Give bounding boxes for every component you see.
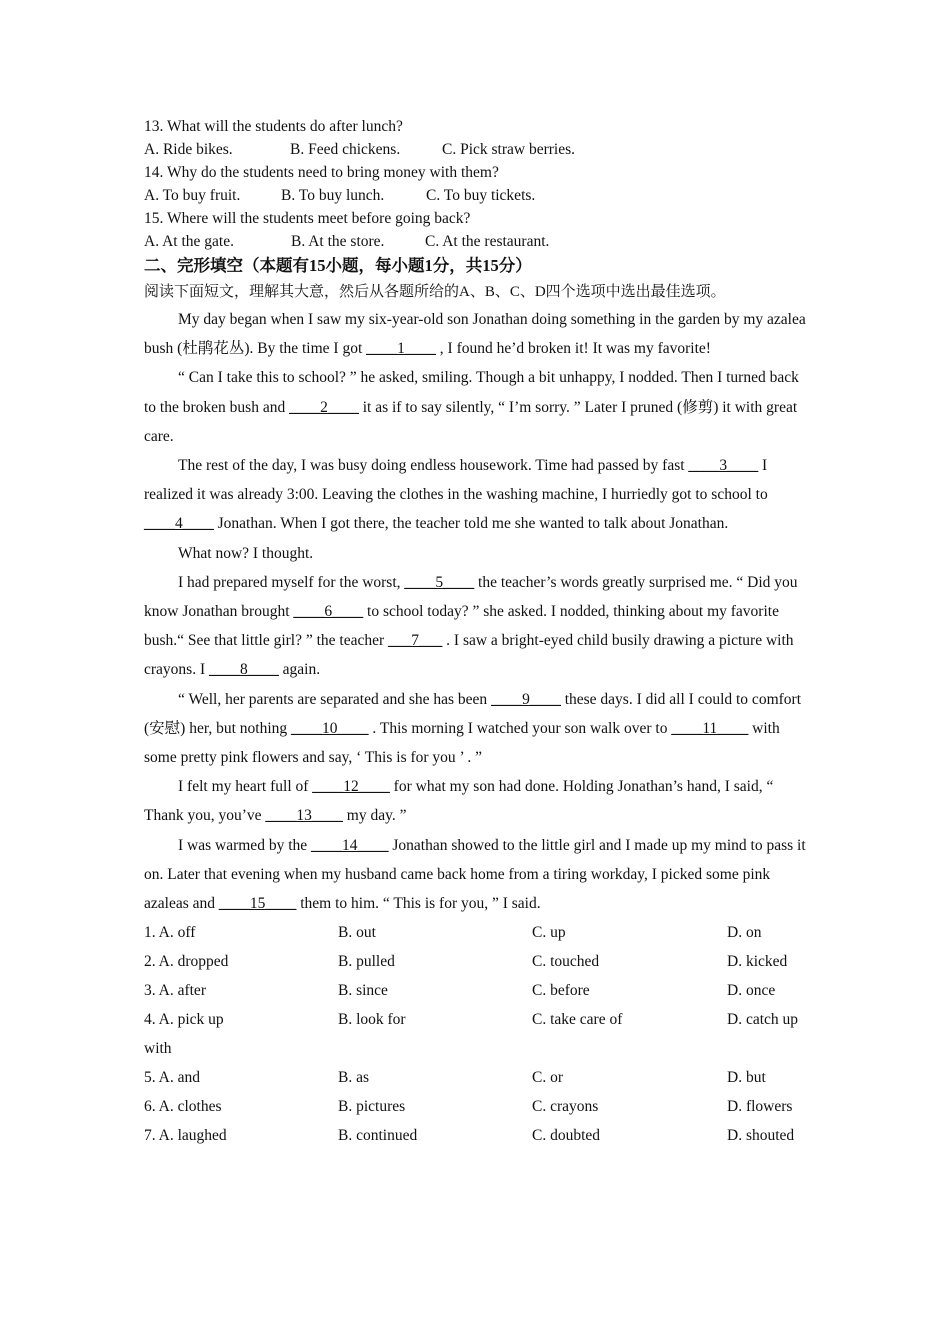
choice-row-7 [144,1121,809,1150]
choice-row-6 [144,1092,809,1121]
question-14-options [144,184,809,207]
section-instruction: 阅读下面短文，理解其大意，然后从各题所给的A、B、C、D四个选项中选出最佳选项。 [144,284,726,300]
exam-page [144,115,809,1150]
choice-d[interactable]: D. catch up [727,1011,799,1029]
blank-14[interactable]: ____14____ [311,836,389,854]
choice-c[interactable]: C. or [532,1069,563,1087]
section-heading: 二、完形填空（本题有15小题，每小题1分，共15分） [144,256,532,275]
question-13: 13. What will the students do after lunch? [144,118,403,135]
choice-b[interactable]: B. since [338,982,388,1000]
blank-15[interactable]: ____15____ [218,895,297,913]
choice-a[interactable]: 6. A. clothes [144,1098,222,1116]
blank-13[interactable]: ____13____ [265,807,343,825]
choice-b[interactable]: B. as [338,1069,369,1087]
passage-paragraph-6: “ Well, her parents are separated and she has been ____9____ these days. I did all I could to comfort (安慰) her, but nothing ____10____ . This morning I watched your son walk over to ____11____ with some pretty pink flowers and say, ‘ This is for you ’ . ” [144,690,802,767]
blank-5[interactable]: ____5____ [404,573,475,591]
blank-6[interactable]: ____6____ [293,603,364,621]
choice-c[interactable]: C. before [532,982,590,1000]
choice-row-5 [144,1063,809,1092]
choice-a[interactable]: 3. A. after [144,982,206,1000]
choice-b[interactable]: B. pulled [338,953,395,971]
option-a: A. At the gate. [144,233,234,250]
choice-d[interactable]: D. kicked [727,953,788,971]
option-b: B. Feed chickens. [290,141,401,158]
choice-a[interactable]: 5. A. and [144,1069,200,1087]
question-15: 15. Where will the students meet before going back? [144,210,471,227]
choice-b[interactable]: B. look for [338,1011,406,1029]
blank-3[interactable]: ____3____ [688,457,759,475]
passage-paragraph-2: “ Can I take this to school? ” he asked, smiling. Though a bit unhappy, I nodded. Then I turned back to the broken bush and ____2____ it as if to say silently, “ I’m sorry. ” Later I pruned (修剪) it with great care. [144,369,799,445]
question-13-options [144,138,809,161]
choice-c[interactable]: C. touched [532,953,600,971]
choice-row-4 [144,1005,809,1034]
passage-paragraph-4: What now? I thought. [178,544,314,562]
passage-paragraph-3: The rest of the day, I was busy doing endless housework. Time had passed by fast ____3____ I realized it was already 3:00. Leaving the clothes in the washing machine, I hurriedly got to school to ____4____ Jonathan. When I got there, the teacher told me she wanted to talk about Jonathan. [144,457,768,533]
blank-7[interactable]: ___7___ [388,632,443,650]
choice-a[interactable]: 1. A. off [144,924,196,942]
option-a: A. To buy fruit. [144,187,241,204]
choice-d[interactable]: D. on [727,924,762,942]
blank-2[interactable]: ____2____ [289,398,359,416]
blank-11[interactable]: ____11____ [671,719,749,737]
choice-d[interactable]: D. flowers [727,1098,793,1116]
choice-row-2 [144,947,809,976]
passage-paragraph-7: I felt my heart full of ____12____ for what my son had done. Holding Jonathan’s hand, I said, “ Thank you, you’ve ____13____ my day. ” [144,778,774,825]
choice-c[interactable]: C. doubted [532,1127,601,1145]
blank-1[interactable]: ____1____ [366,340,436,358]
choice-d-continuation: with [144,1040,172,1058]
choice-row-1 [144,918,809,947]
choices-list [144,918,809,1150]
choice-a[interactable]: 2. A. dropped [144,953,229,971]
blank-12[interactable]: ____12____ [312,778,390,796]
option-b: B. At the store. [291,233,385,250]
choice-d[interactable]: D. but [727,1069,766,1087]
choice-row-3 [144,976,809,1005]
choice-b[interactable]: B. continued [338,1127,418,1145]
blank-10[interactable]: ____10____ [291,719,369,737]
choice-b[interactable]: B. pictures [338,1098,406,1116]
choice-c[interactable]: C. crayons [532,1098,599,1116]
question-15-options [144,230,809,253]
passage-paragraph-8: I was warmed by the ____14____ Jonathan showed to the little girl and I made up my mind to pass it on. Later that evening when my husband came back home from a tiring workday, I picked some pink azaleas and ____15____ them to him. “ This is for you, ” I said. [144,836,806,913]
question-14: 14. Why do the students need to bring money with them? [144,164,499,181]
choice-d[interactable]: D. once [727,982,776,1000]
blank-8[interactable]: ____8____ [209,661,279,679]
option-c: C. Pick straw berries. [442,141,576,158]
choice-c[interactable]: C. up [532,924,566,942]
choice-a[interactable]: 4. A. pick up [144,1011,224,1029]
choice-row-4-wrap [144,1034,809,1063]
option-b: B. To buy lunch. [281,187,385,204]
choice-b[interactable]: B. out [338,924,376,942]
passage-paragraph-1: My day began when I saw my six-year-old son Jonathan doing something in the garden by my azalea bush (杜鹃花丛). By the time I got ____1____ , I found he’d broken it! It was my favorite! [144,311,806,358]
option-c: C. At the restaurant. [425,233,550,250]
option-a: A. Ride bikes. [144,141,233,158]
blank-4[interactable]: ____4____ [144,515,214,533]
choice-d[interactable]: D. shouted [727,1127,795,1145]
option-c: C. To buy tickets. [426,187,536,204]
blank-9[interactable]: ____9____ [491,690,561,708]
choice-a[interactable]: 7. A. laughed [144,1127,227,1145]
passage-paragraph-5: I had prepared myself for the worst, ____5____ the teacher’s words greatly surprised me. “ Did you know Jonathan brought ____6____ to school today? ” she asked. I nodded, thinking about my favorite bush.“ See that little girl? ” the teacher ___7___ . I saw a bright-eyed child busily drawing a picture with crayons. I ____8____ again. [144,573,798,679]
choice-c[interactable]: C. take care of [532,1011,623,1029]
